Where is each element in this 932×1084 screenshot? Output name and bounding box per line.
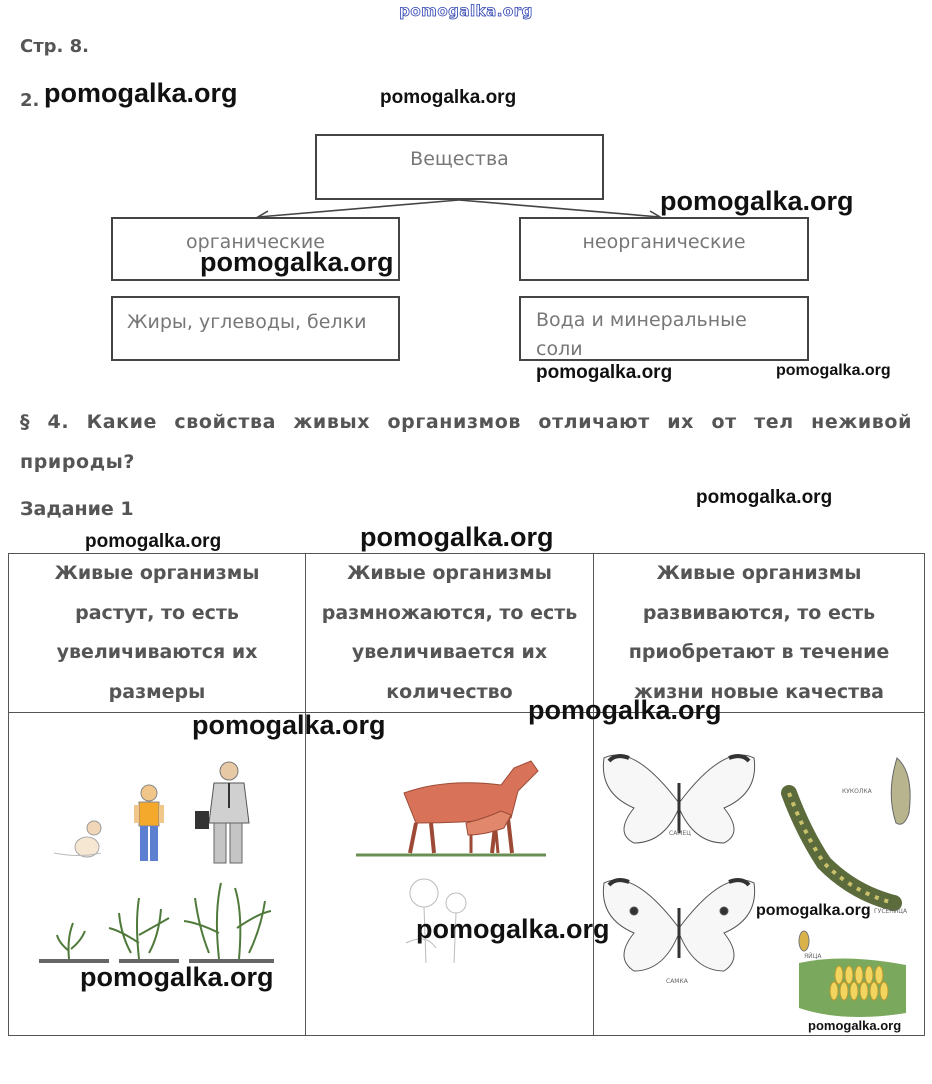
header-line: растут, то есть [75, 601, 239, 624]
development-illustration-cell [594, 713, 925, 1036]
watermark: pomogalka.org [528, 695, 722, 725]
watermark: pomogalka.org [80, 962, 274, 992]
diagram-root-label: Вещества [410, 148, 509, 170]
development-illustration [594, 713, 924, 1031]
watermark: pomogalka.org [360, 522, 554, 552]
diagram-left-category-label: органические [186, 231, 325, 253]
arrow-left [258, 200, 459, 217]
egg-single [799, 931, 809, 951]
watermark: pomogalka.org [776, 362, 891, 379]
task-number: 2. [20, 90, 40, 111]
header-line: увеличивается их [351, 641, 548, 663]
assignment-title: Задание 1 [20, 498, 134, 520]
watermark: pomogalka.org [416, 914, 610, 944]
female-label: САМЕЦ [669, 830, 691, 837]
header-line: размеры [108, 680, 206, 703]
watermark: pomogalka.org [380, 87, 517, 108]
watermark: pomogalka.org [536, 362, 673, 383]
watermark: pomogalka.org [808, 1018, 902, 1033]
header-line: увеличиваются их [56, 641, 258, 663]
egg-cluster [799, 958, 906, 1017]
deer-figure [356, 761, 546, 855]
table-header-growth [9, 554, 306, 713]
man-figure [195, 762, 249, 863]
header-line: Живые организмы [54, 562, 260, 584]
watermark: pomogalka.org [192, 710, 386, 740]
reproduction-illustration [306, 713, 593, 1031]
male-label: САМКА [666, 978, 688, 985]
table-header-reproduction [306, 554, 594, 713]
diagram-right-category-box [519, 217, 809, 281]
watermark-top: pomogalka.org [399, 2, 533, 20]
header-line: развиваются, то есть [642, 601, 876, 624]
watermark: pomogalka.org [756, 902, 871, 919]
diagram-right-example-line2: соли [536, 338, 583, 360]
diagram-right-category-label: неорганические [582, 231, 746, 253]
header-line: приобретают в течение [628, 641, 890, 663]
watermark: pomogalka.org [660, 186, 854, 216]
section-heading: § 4. Какие свойства живых организмов отличают их от тел неживой природы? [20, 411, 912, 473]
arrow-right [459, 200, 660, 217]
diagram-left-example-box [111, 296, 400, 361]
male-butterfly [603, 880, 754, 971]
header-line: Живые организмы [656, 562, 862, 584]
page-reference: Стр. 8. [20, 36, 89, 57]
header-line: количество [386, 680, 513, 703]
header-line: размножаются, то есть [321, 601, 578, 624]
boy-figure [134, 785, 164, 861]
pupa-figure [891, 758, 910, 824]
caterpillar-label: ГУСЕНИЦА [874, 908, 908, 915]
table-header-row [9, 554, 925, 713]
baby-figure [54, 821, 101, 857]
egg-label: ЯЙЦА [804, 953, 822, 960]
caterpillar-figure [789, 793, 894, 903]
plant-growth-row [39, 883, 274, 961]
watermark: pomogalka.org [200, 247, 394, 277]
reproduction-illustration-cell [306, 713, 594, 1036]
diagram-right-example-line1: Вода и минеральные [536, 309, 747, 331]
pupa-label: КУКОЛКА [842, 788, 872, 795]
header-line: Живые организмы [347, 562, 552, 584]
header-line: жизни новые качества [634, 680, 884, 703]
watermark: pomogalka.org [85, 531, 222, 552]
table-header-development [594, 554, 925, 713]
watermark: pomogalka.org [696, 487, 833, 508]
watermark: pomogalka.org [44, 78, 238, 108]
diagram-left-example-label: Жиры, углеводы, белки [127, 311, 367, 333]
diagram-right-example-box [519, 296, 809, 361]
